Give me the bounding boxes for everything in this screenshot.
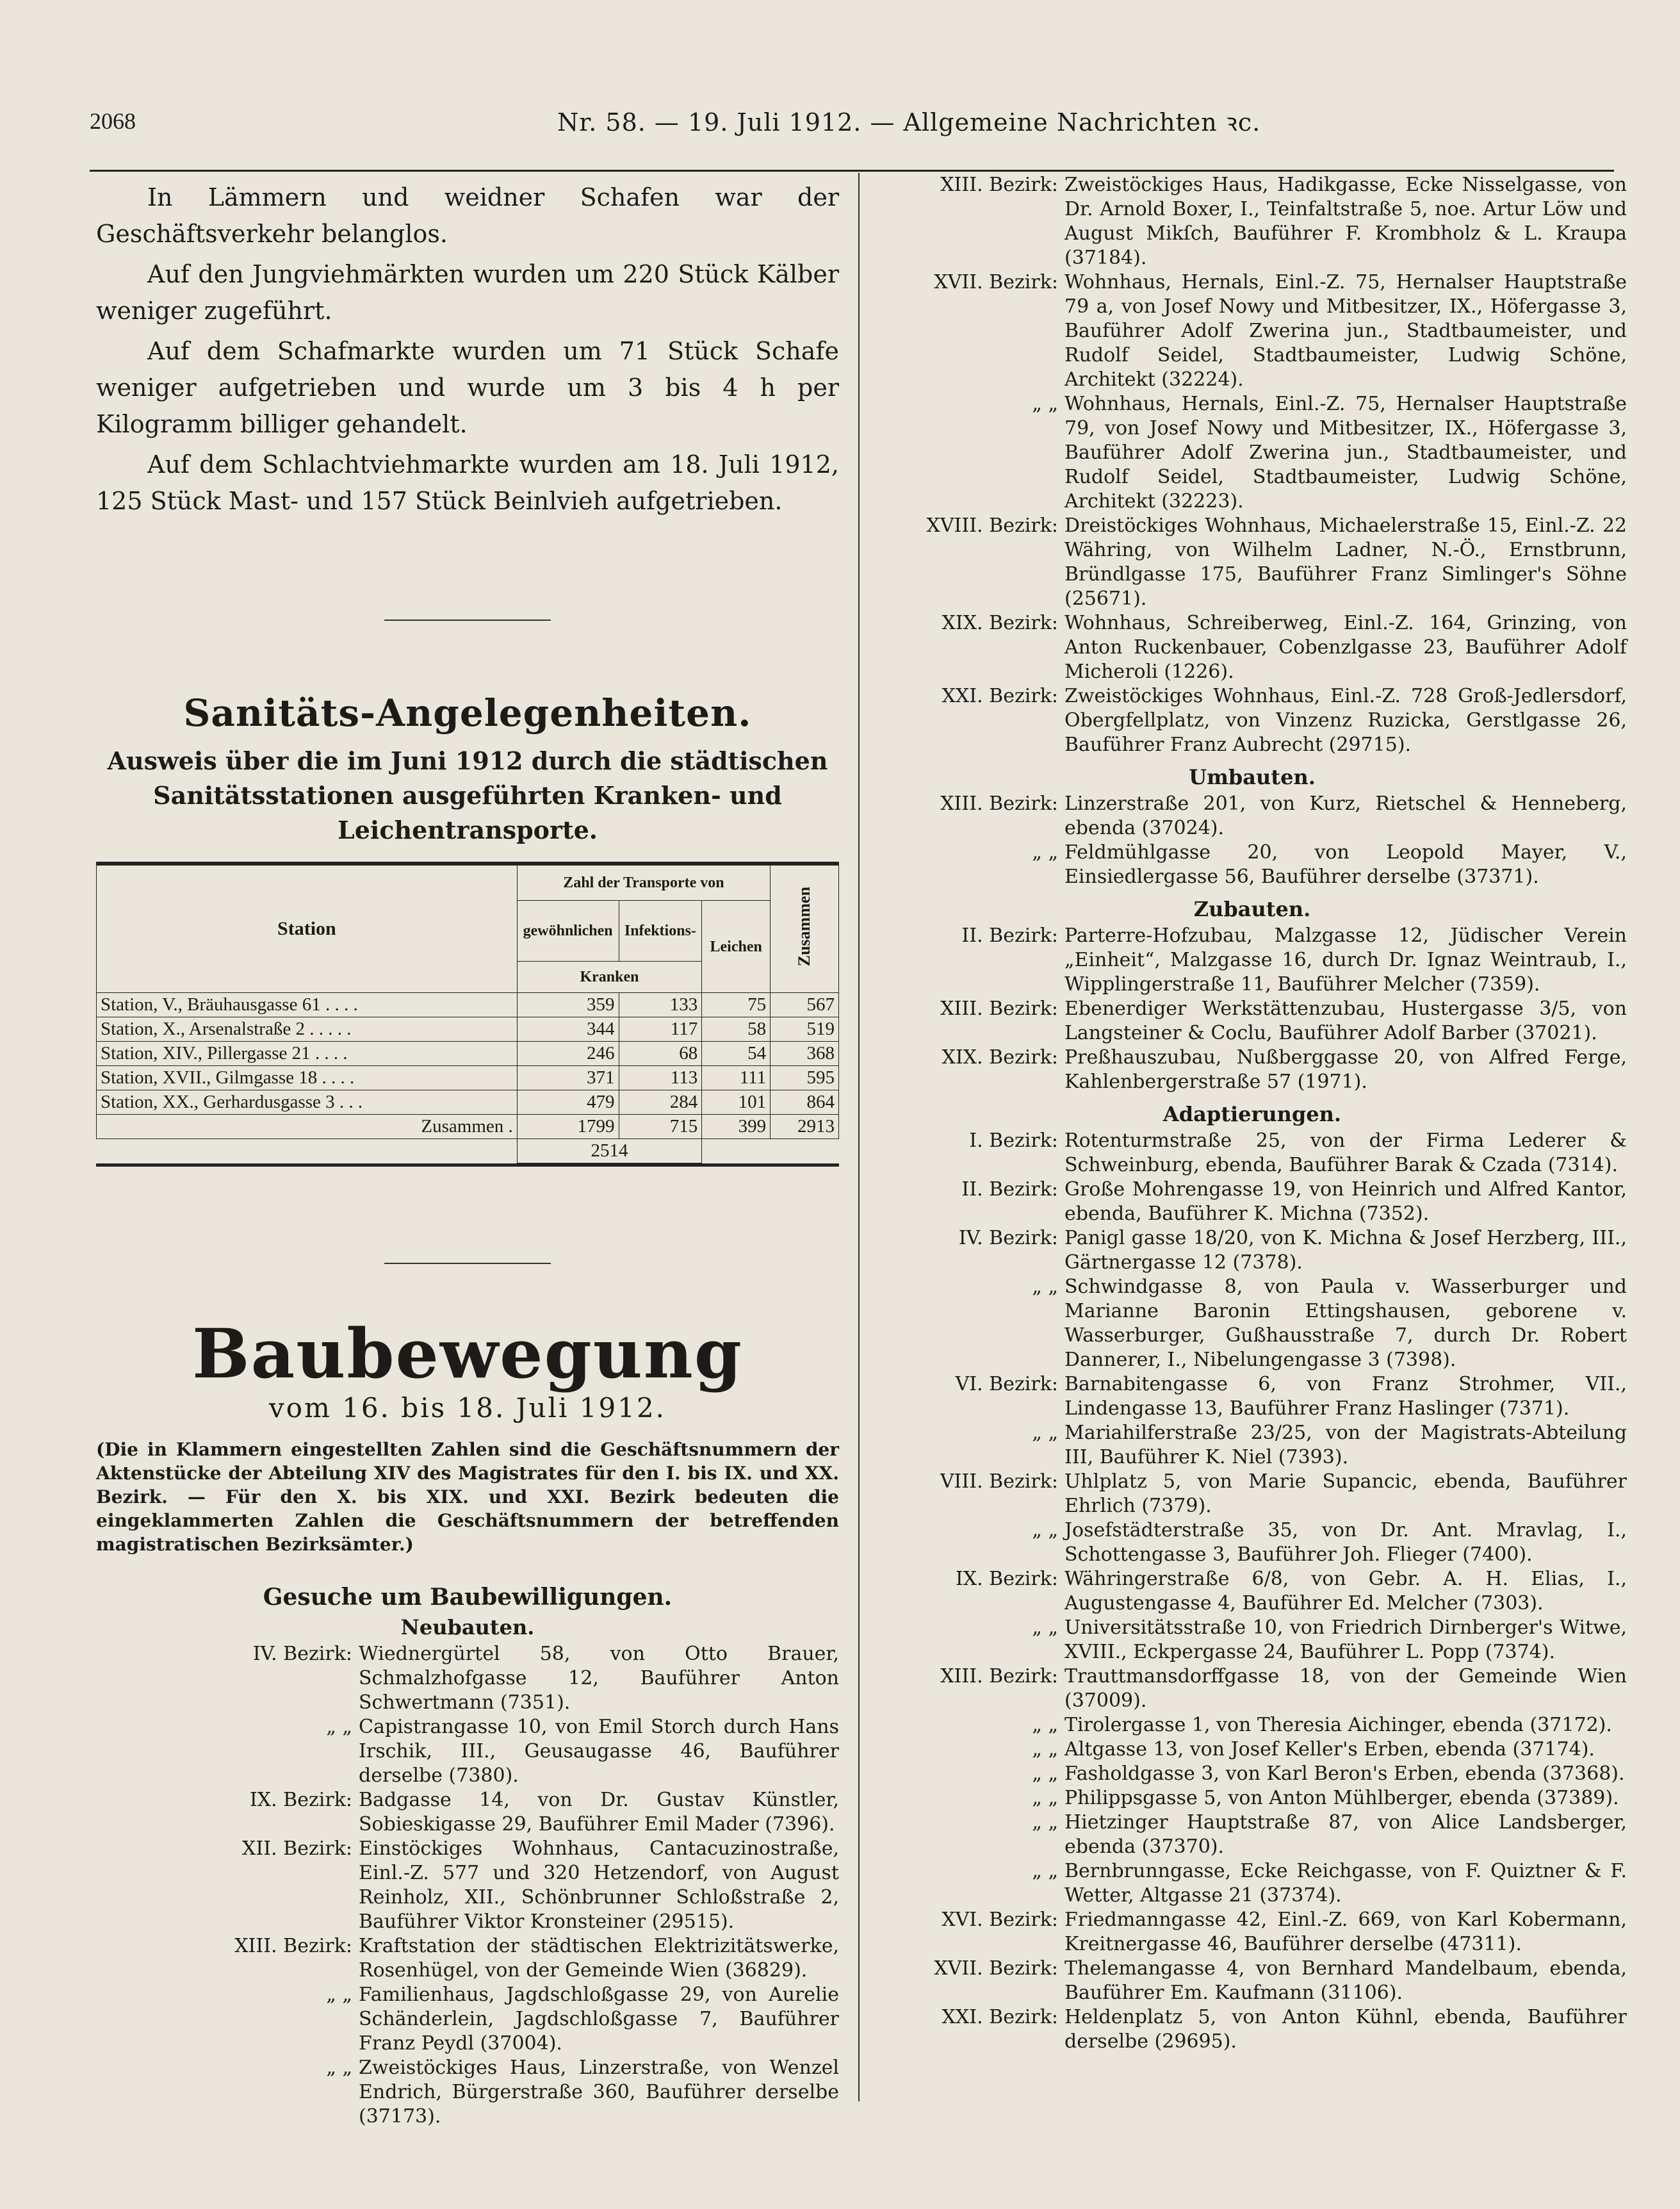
list-item xyxy=(877,1046,1627,1094)
entry-text: Heldenplatz 5, von Anton Kühnl, ebenda, Bauführer derselbe (29695). xyxy=(1064,2006,1627,2053)
district-label: XVIII. Bezirk: xyxy=(926,514,1058,537)
list-item xyxy=(877,1275,1627,1372)
list-item xyxy=(96,2056,839,2129)
infektion-cell: 68 xyxy=(619,1042,702,1066)
entry-text: Rotenturmstraße 25, von der Firma Lederer & Schweinburg, ebenda, Bauführer Barak & Czada (7314). xyxy=(1064,1129,1627,1176)
district-label: XVI. Bezirk: xyxy=(942,1909,1058,1931)
entry-text: Trauttmansdorffgasse 18, von der Gemeinde Wien (37009). xyxy=(1064,1665,1627,1712)
zubauten-title: Zubauten. xyxy=(1193,897,1311,921)
district-label: „ „ xyxy=(1032,1616,1058,1639)
entry-text: Wiednergürtel 58, von Otto Brauer, Schmalzhofgasse 12, Bauführer Anton Schwertmann (7351). xyxy=(359,1643,839,1714)
entry-text: Philippsgasse 5, von Anton Mühlberger, ebenda (37389). xyxy=(1064,1787,1619,1809)
list-item xyxy=(96,1934,839,1983)
entry-text: Wohnhaus, Hernals, Einl.-Z. 75, Hernalser Hauptstraße 79 a, von Josef Nowy und Mitbesitzer, IX., Höfergasse 3, Bauführer Adolf Zwerina jun., Stadtbaumeister, und Rudolf Seidel, Stadtbaumeister, Ludwig Schöne, Architekt (32224). xyxy=(1064,271,1627,391)
entry-text: Tirolergasse 1, von Theresia Aichinger, ebenda (37172). xyxy=(1064,1714,1612,1736)
district-label: XVII. Bezirk: xyxy=(934,271,1058,293)
district-label: XIX. Bezirk: xyxy=(942,1046,1058,1069)
district-label: VIII. Bezirk: xyxy=(940,1470,1058,1493)
entry-text: Panigl gasse 18/20, von K. Michna & Josef Herzberg, III., Gärtnergasse 12 (7378). xyxy=(1064,1227,1627,1274)
baubewegung-date: vom 16. bis 18. Juli 1912. xyxy=(268,1392,667,1424)
list-item xyxy=(877,1518,1627,1567)
district-label: IX. Bezirk: xyxy=(249,1789,352,1811)
baubewegung-note: (Die in Klammern eingestellten Zahlen sind die Geschäftsnummern der Aktenstücke der Abteilung XIV des Magistrates für den I. bis IX. und XX. Bezirk. — Für den X. bis XIX. und XXI. Bezirk bedeuten die eingeklammerten Zahlen die Geschäftsnummern der betreffenden magistratischen Bezirksämter.) xyxy=(96,1439,839,1555)
district-label: „ „ xyxy=(1032,1787,1058,1809)
entry-text: Barnabitengasse 6, von Franz Strohmer, VII., Lindengasse 13, Bauführer Franz Haslinger (7371). xyxy=(1064,1373,1627,1420)
entry-text: Preßhauszubau, Nußberggasse 20, von Alfred Ferge, Kahlenbergerstraße 57 (1971). xyxy=(1064,1046,1627,1093)
list-item xyxy=(877,1762,1627,1786)
entry-text: Zweistöckiges Haus, Linzerstraße, von Wenzel Endrich, Bürgerstraße 360, Bauführer derselbe (37173). xyxy=(359,2057,839,2128)
list-item xyxy=(877,1372,1627,1421)
entry-text: Feldmühlgasse 20, von Leopold Mayer, V., Einsiedlergasse 56, Bauführer derselbe (37371). xyxy=(1064,841,1627,888)
list-item xyxy=(877,392,1627,514)
list-item xyxy=(877,1737,1627,1762)
zusammen-cell: 519 xyxy=(771,1017,839,1042)
zusammen-cell: 864 xyxy=(771,1090,839,1115)
table-row xyxy=(97,1017,839,1042)
header-rule xyxy=(90,170,1614,172)
total-kranken: 2514 xyxy=(517,1139,701,1163)
list-item xyxy=(877,997,1627,1046)
zusammen-cell: 368 xyxy=(771,1042,839,1066)
page-number: 2068 xyxy=(90,108,136,134)
col-zusammen: Zusammen xyxy=(795,887,814,967)
paragraph: Auf dem Schafmarkte wurden um 71 Stück Schafe weniger aufgetrieben und wurde um 3 bis 4 h per Kilogramm billiger gehandelt. xyxy=(96,337,839,438)
list-item xyxy=(877,924,1627,997)
entry-text: Einstöckiges Wohnhaus, Cantacuzinostraße, Einl.-Z. 577 und 320 Hetzendorf, von August Reinholz, XII., Schönbrunner Schloßstraße 2, Bauführer Viktor Kronsteiner (29515). xyxy=(359,1837,839,1933)
entry-text: Hietzinger Hauptstraße 87, von Alice Landsberger, ebenda (37370). xyxy=(1064,1811,1627,1858)
paragraph: Auf den Jungviehmärkten wurden um 220 Stück Kälber weniger zugeführt. xyxy=(96,260,839,325)
district-label: „ „ xyxy=(326,1983,352,2006)
list-item xyxy=(877,2005,1627,2054)
list-item xyxy=(877,173,1627,270)
entry-text: Große Mohrengasse 19, von Heinrich und Alfred Kantor, ebenda, Bauführer K. Michna (7352). xyxy=(1064,1178,1627,1225)
list-item xyxy=(877,1470,1627,1518)
left-column xyxy=(96,179,839,2129)
district-label: „ „ xyxy=(1032,841,1058,864)
zusammen-cell: 595 xyxy=(771,1066,839,1090)
list-item xyxy=(96,1788,839,1837)
table-row xyxy=(97,1042,839,1066)
paragraph: In Lämmern und weidner Schafen war der Geschäftsverkehr belanglos. xyxy=(96,183,839,248)
infektion-cell: 113 xyxy=(619,1066,702,1090)
gesuche-title: Gesuche um Baubewilligungen. xyxy=(263,1584,673,1611)
station-cell: Station, X., Arsenalstraße 2 . . . . . xyxy=(97,1017,518,1042)
district-label: XIII. Bezirk: xyxy=(234,1935,352,1957)
district-label: XII. Bezirk: xyxy=(242,1837,352,1860)
district-label: XVII. Bezirk: xyxy=(934,1957,1058,1980)
list-item xyxy=(877,514,1627,611)
infektion-cell: 284 xyxy=(619,1090,702,1115)
entry-text: Universitätsstraße 10, von Friedrich Dirnberger's Witwe, XVIII., Eckpergasse 24, Bauführer L. Popp (7374). xyxy=(1064,1616,1627,1663)
district-label: IV. Bezirk: xyxy=(252,1643,352,1665)
district-label: „ „ xyxy=(1032,1422,1058,1444)
list-item xyxy=(877,1811,1627,1859)
entry-text: Parterre-Hofzubau, Malzgasse 12, Jüdischer Verein „Einheit“, Malzgasse 16, durch Dr. Ignaz Weintraub, I., Wipplingerstraße 11, Bauführer Melcher (7359). xyxy=(1064,924,1627,996)
col-infektion: Infektions- xyxy=(619,901,702,962)
transport-table-frame xyxy=(96,862,839,1167)
entry-text: Ebenerdiger Werkstättenzubau, Hustergasse 3/5, von Langsteiner & Coclu, Bauführer Adolf Barber (37021). xyxy=(1064,998,1627,1044)
adaptierungen-title: Adaptierungen. xyxy=(1162,1102,1342,1126)
station-cell: Station, XX., Gerhardusgasse 3 . . . xyxy=(97,1090,518,1115)
district-label: XIX. Bezirk: xyxy=(942,612,1058,634)
district-label: IV. Bezirk: xyxy=(958,1227,1058,1249)
table-total-row xyxy=(97,1115,839,1139)
leichen-cell: 58 xyxy=(702,1017,771,1042)
list-item xyxy=(877,1713,1627,1737)
entry-text: Kraftstation der städtischen Elektrizitätswerke, Rosenhügel, von der Gemeinde Wien (36829). xyxy=(359,1935,839,1982)
total-gewoehnlich: 1799 xyxy=(517,1115,619,1139)
paragraph: Auf dem Schlachtviehmarkte wurden am 18. Juli 1912, 125 Stück Mast- und 157 Stück Beinlvieh aufgetrieben. xyxy=(96,450,839,515)
entry-text: Fasholdgasse 3, von Karl Beron's Erben, ebenda (37368). xyxy=(1064,1762,1625,1785)
district-label: XIII. Bezirk: xyxy=(940,792,1058,815)
district-label: XIII. Bezirk: xyxy=(940,998,1058,1020)
list-item xyxy=(877,792,1627,841)
list-item xyxy=(877,270,1627,392)
total-zusammen: 2913 xyxy=(771,1115,839,1139)
gewoehnlich-cell: 359 xyxy=(517,993,619,1017)
district-label: „ „ xyxy=(326,1716,352,1738)
district-label: IX. Bezirk: xyxy=(955,1568,1058,1590)
leichen-cell: 54 xyxy=(702,1042,771,1066)
district-label: XXI. Bezirk: xyxy=(942,685,1058,707)
district-label: „ „ xyxy=(326,2057,352,2079)
list-item xyxy=(877,1859,1627,1908)
district-label: II. Bezirk: xyxy=(961,1178,1058,1201)
gewoehnlich-cell: 344 xyxy=(517,1017,619,1042)
district-label: VI. Bezirk: xyxy=(955,1373,1058,1395)
table-row xyxy=(97,1090,839,1115)
col-zusammen-cell xyxy=(771,866,839,993)
entry-text: Zweistöckiges Wohnhaus, Einl.-Z. 728 Groß-Jedlersdorf, Obergfellplatz, von Vinzenz Ruzicka, Gerstlgasse 26, Bauführer Franz Aubrecht (29715). xyxy=(1064,685,1627,756)
col-kranken: Kranken xyxy=(517,962,701,993)
list-item xyxy=(877,611,1627,684)
entry-text: Währingerstraße 6/8, von Gebr. A. H. Elias, I., Augustengasse 4, Bauführer Ed. Melcher (7303). xyxy=(1064,1568,1627,1614)
list-item xyxy=(877,1567,1627,1616)
leichen-cell: 111 xyxy=(702,1066,771,1090)
station-cell: Station, V., Bräuhausgasse 61 . . . . xyxy=(97,993,518,1017)
entry-text: Wohnhaus, Hernals, Einl.-Z. 75, Hernalser Hauptstraße 79, von Josef Nowy und Mitbesitzer, IX., Höfergasse 3, Bauführer Adolf Zwerina jun., Stadtbaumeister, und Rudolf Seidel, Stadtbaumeister, Ludwig Schöne, Architekt (32223). xyxy=(1064,393,1627,513)
list-item xyxy=(877,841,1627,889)
sanitaets-subtitle: Ausweis über die im Juni 1912 durch die städtischen Sanitätsstationen ausgeführten Kranken- und Leichentransporte. xyxy=(107,746,828,844)
entry-text: Dreistöckiges Wohnhaus, Michaelerstraße 15, Einl.-Z. 22 Währing, von Wilhelm Ladner, N.-Ö., Ernstbrunn, Bründlgasse 175, Bauführer Franz Simlinger's Söhne (25671). xyxy=(1064,514,1627,610)
list-item xyxy=(877,1957,1627,2005)
district-label: II. Bezirk: xyxy=(961,924,1058,947)
list-item xyxy=(877,684,1627,757)
entry-text: Capistrangasse 10, von Emil Storch durch Hans Irschik, III., Geusaugasse 46, Bauführer derselbe (7380). xyxy=(359,1716,839,1787)
entry-text: Wohnhaus, Schreiberweg, Einl.-Z. 164, Grinzing, von Anton Ruckenbauer, Cobenzlgasse 23, Bauführer Adolf Micheroli (1226). xyxy=(1064,612,1627,683)
entry-text: Thelemangasse 4, von Bernhard Mandelbaum, ebenda, Bauführer Em. Kaufmann (31106). xyxy=(1064,1957,1627,2004)
page-header xyxy=(90,108,1550,146)
list-item xyxy=(877,1129,1627,1178)
district-label: „ „ xyxy=(1032,1860,1058,1882)
list-item xyxy=(877,1908,1627,1957)
list-item xyxy=(877,1664,1627,1713)
column-divider xyxy=(858,173,860,2101)
station-cell: Station, XIV., Pillergasse 21 . . . . xyxy=(97,1042,518,1066)
district-label: I. Bezirk: xyxy=(969,1129,1058,1152)
total-infektion: 715 xyxy=(619,1115,702,1139)
gewoehnlich-cell: 246 xyxy=(517,1042,619,1066)
zusammen-cell: 567 xyxy=(771,993,839,1017)
table-kranken-total-row xyxy=(97,1139,839,1163)
col-station: Station xyxy=(97,866,518,993)
list-item xyxy=(877,1226,1627,1275)
right-column xyxy=(877,173,1627,2054)
district-label: „ „ xyxy=(1032,393,1058,415)
entry-text: Familienhaus, Jagdschloßgasse 29, von Aurelie Schänderlein, Jagdschloßgasse 7, Bauführer Franz Peydl (37004). xyxy=(359,1983,839,2055)
baubewegung-title: Baubewegung xyxy=(192,1313,743,1393)
list-item xyxy=(96,1983,839,2056)
district-label: XIII. Bezirk: xyxy=(940,1665,1058,1688)
entry-text: Josefstädterstraße 35, von Dr. Ant. Mravlag, I., Schottengasse 3, Bauführer Joh. Flieger (7400). xyxy=(1064,1519,1627,1566)
col-leichen: Leichen xyxy=(702,901,771,993)
total-label: Zusammen . xyxy=(97,1115,518,1139)
list-item xyxy=(96,1642,839,1715)
transport-table xyxy=(96,865,839,1163)
list-item xyxy=(877,1786,1627,1811)
station-cell: Station, XVII., Gilmgasse 18 . . . . xyxy=(97,1066,518,1090)
list-item xyxy=(877,1616,1627,1664)
district-label: „ „ xyxy=(1032,1811,1058,1834)
district-label: XXI. Bezirk: xyxy=(942,2006,1058,2028)
district-label: „ „ xyxy=(1032,1276,1058,1298)
gewoehnlich-cell: 371 xyxy=(517,1066,619,1090)
total-leichen: 399 xyxy=(702,1115,771,1139)
leichen-cell: 75 xyxy=(702,993,771,1017)
entry-text: Linzerstraße 201, von Kurz, Rietschel & Henneberg, ebenda (37024). xyxy=(1064,792,1627,839)
district-label: XIII. Bezirk: xyxy=(940,174,1058,196)
list-item xyxy=(96,1715,839,1788)
entry-text: Friedmanngasse 42, Einl.-Z. 669, von Karl Kobermann, Kreitnergasse 46, Bauführer derselbe (47311). xyxy=(1064,1909,1627,1955)
table-row xyxy=(97,993,839,1017)
entry-text: Mariahilferstraße 23/25, von der Magistrats-Abteilung III, Bauführer K. Niel (7393). xyxy=(1064,1422,1627,1468)
district-label: „ „ xyxy=(1032,1738,1058,1761)
entry-text: Badgasse 14, von Dr. Gustav Künstler, Sobieskigasse 29, Bauführer Emil Mader (7396). xyxy=(359,1789,839,1835)
entry-text: Uhlplatz 5, von Marie Supancic, ebenda, Bauführer Ehrlich (7379). xyxy=(1064,1470,1627,1517)
list-item xyxy=(877,1421,1627,1470)
neubauten-title: Neubauten. xyxy=(400,1615,535,1639)
umbauten-title: Umbauten. xyxy=(1189,765,1316,789)
district-label: „ „ xyxy=(1032,1762,1058,1785)
entry-text: Zweistöckiges Haus, Hadikgasse, Ecke Nisselgasse, von Dr. Arnold Boxer, I., Teinfaltstraße 5, noe. Artur Löw und August Mikſch, Bauführer F. Krombholz & L. Kraupa (37184). xyxy=(1064,174,1627,269)
running-title: Nr. 58. — 19. Juli 1912. — Allgemeine Nachrichten ꝛc. xyxy=(557,108,1261,136)
district-label: „ „ xyxy=(1032,1519,1058,1541)
list-item xyxy=(877,1178,1627,1226)
entry-text: Bernbrunngasse, Ecke Reichgasse, von F. Quiztner & F. Wetter, Altgasse 21 (37374). xyxy=(1064,1860,1627,1907)
gewoehnlich-cell: 479 xyxy=(517,1090,619,1115)
table-row xyxy=(97,1066,839,1090)
list-item xyxy=(96,1837,839,1934)
col-gewoehnlich: gewöhnlichen xyxy=(517,901,619,962)
entry-text: Schwindgasse 8, von Paula v. Wasserburger und Marianne Baronin Ettingshausen, geborene v. Wasserburger, Gußhausstraße 7, durch Dr. Robert Dannerer, I., Nibelungengasse 3 (7398). xyxy=(1064,1276,1627,1371)
col-group: Zahl der Transporte von xyxy=(517,866,770,901)
infektion-cell: 117 xyxy=(619,1017,702,1042)
leichen-cell: 101 xyxy=(702,1090,771,1115)
sanitaets-title: Sanitäts-Angelegenheiten. xyxy=(183,691,752,735)
entry-text: Altgasse 13, von Josef Keller's Erben, ebenda (37174). xyxy=(1064,1738,1595,1761)
district-label: „ „ xyxy=(1032,1714,1058,1736)
infektion-cell: 133 xyxy=(619,993,702,1017)
